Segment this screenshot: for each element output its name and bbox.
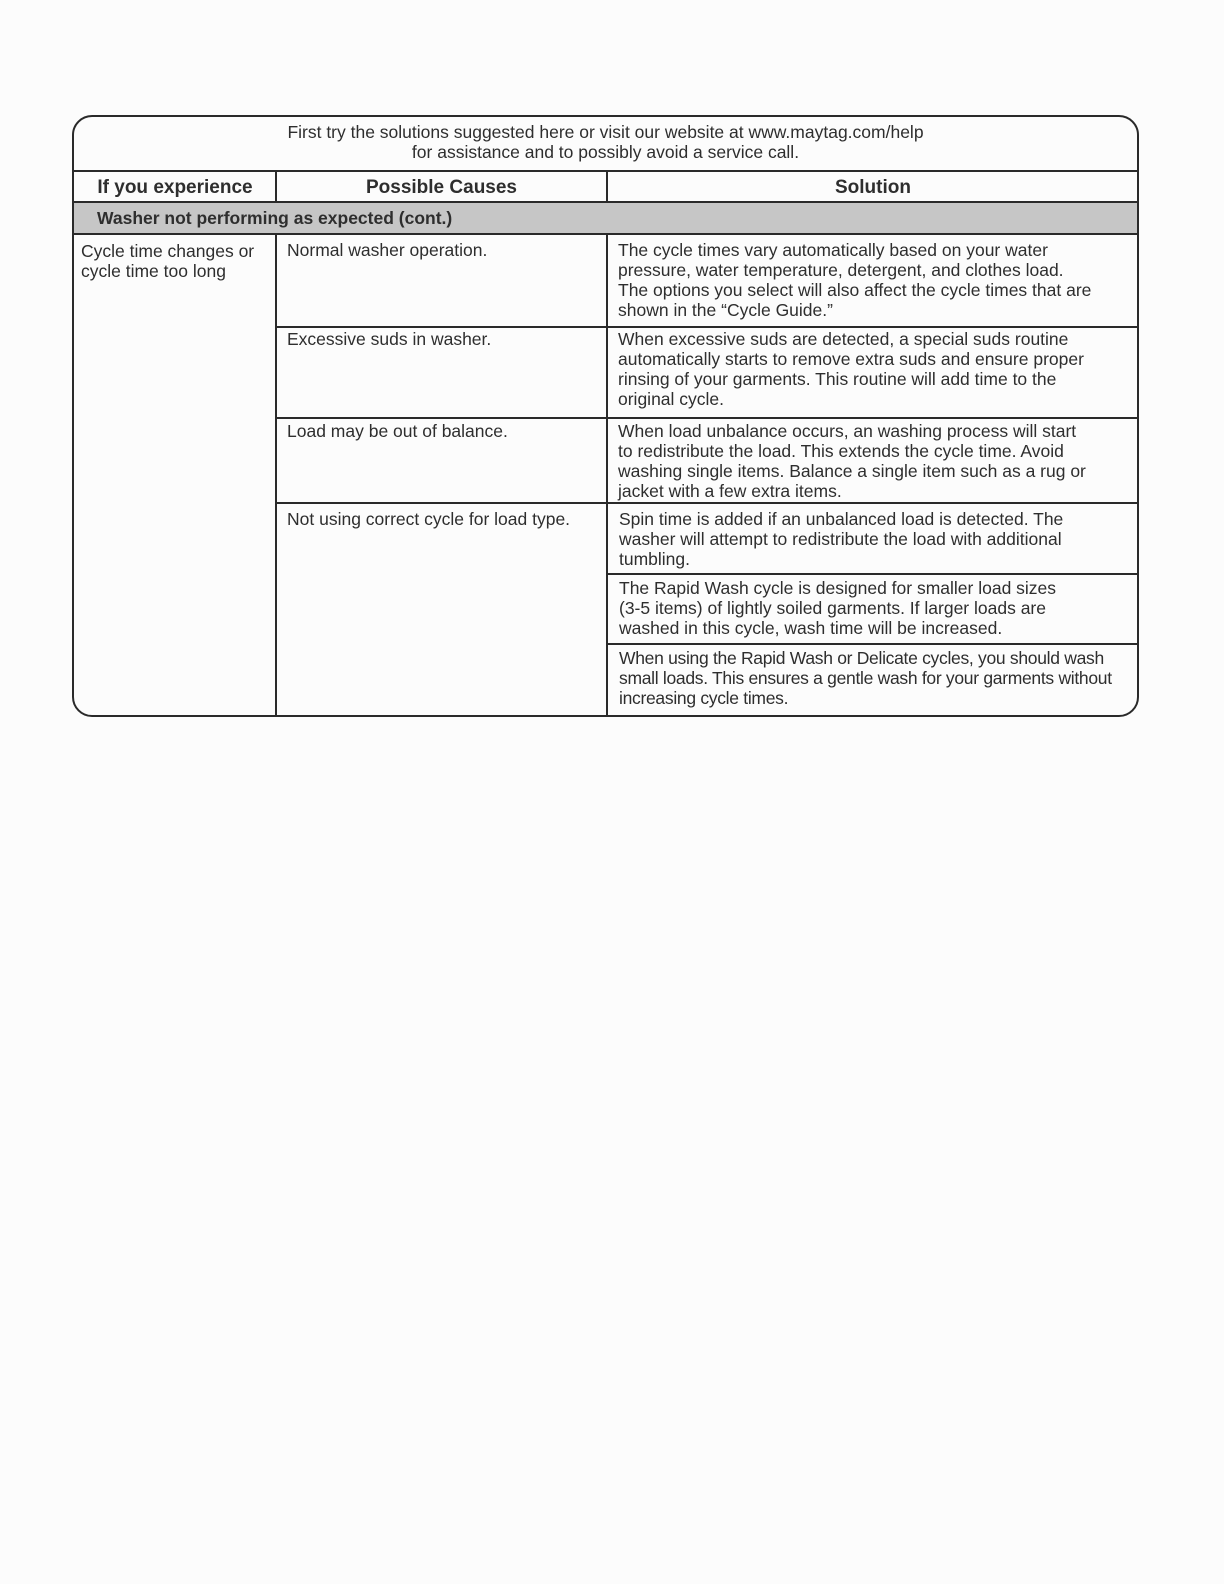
header-divider [275, 172, 277, 203]
solution-line: washing single items. Balance a single item such as a rug or [618, 461, 1086, 481]
solution-cell [618, 240, 1133, 320]
problem-line-1: Cycle time changes or [81, 241, 255, 261]
solution-cell [619, 578, 1134, 638]
solution-line: jacket with a few extra items. [618, 481, 842, 501]
solution-line: rinsing of your garments. This routine will add time to the [618, 369, 1057, 389]
cause-cell: Not using correct cycle for load type. [287, 509, 571, 529]
row-divider [607, 573, 1139, 575]
solution-cell [619, 648, 1137, 708]
solution-line: Spin time is added if an unbalanced load is detected. The [619, 509, 1064, 529]
solution-line: (3-5 items) of lightly soiled garments. If larger loads are [619, 598, 1046, 618]
intro-line-2: for assistance and to possibly avoid a service call. [411, 142, 800, 162]
solution-line: The Rapid Wash cycle is designed for smaller load sizes [619, 578, 1057, 598]
solution-cell [619, 509, 1134, 569]
row-divider [276, 326, 1139, 328]
row-divider [276, 417, 1139, 419]
solution-line: The options you select will also affect the cycle times that are [618, 280, 1092, 300]
row-divider [276, 502, 1139, 504]
header-divider [606, 172, 608, 203]
solution-line: to redistribute the load. This extends the cycle time. Avoid [618, 441, 1064, 461]
header-if-you-experience: If you experience [74, 172, 276, 203]
solution-line: When excessive suds are detected, a special suds routine [618, 329, 1069, 349]
solution-line: automatically starts to remove extra suds and ensure proper [618, 349, 1084, 369]
header-possible-causes: Possible Causes [276, 172, 607, 203]
column-divider [275, 235, 277, 717]
solution-line: When load unbalance occurs, an washing process will start [618, 421, 1077, 441]
solution-line: When using the Rapid Wash or Delicate cycles, you should wash [619, 648, 1104, 668]
troubleshooting-table [72, 115, 1139, 717]
solution-line: The cycle times vary automatically based on your water [618, 240, 1048, 260]
solution-line: pressure, water temperature, detergent, and clothes load. [618, 260, 1064, 280]
solution-line: increasing cycle times. [619, 688, 789, 708]
solution-line: washer will attempt to redistribute the load with additional [619, 529, 1062, 549]
problem-line-2: cycle time too long [81, 261, 226, 281]
row-divider [607, 643, 1139, 645]
cause-cell: Excessive suds in washer. [287, 329, 492, 349]
cause-cell: Load may be out of balance. [287, 421, 508, 441]
section-title: Washer not performing as expected (cont.) [74, 203, 1137, 235]
solution-line: tumbling. [619, 549, 691, 569]
intro-note [74, 117, 1137, 172]
solution-line: shown in the “Cycle Guide.” [618, 300, 833, 320]
solution-line: small loads. This ensures a gentle wash for your garments without [619, 668, 1112, 688]
intro-line-1: First try the solutions suggested here or visit our website at www.maytag.com/help [287, 122, 924, 142]
cause-cell: Normal washer operation. [287, 240, 488, 260]
solution-line: washed in this cycle, wash time will be increased. [619, 618, 1003, 638]
solution-cell [618, 421, 1133, 501]
problem-cell [81, 241, 271, 281]
solution-line: original cycle. [618, 389, 725, 409]
solution-cell [618, 329, 1133, 409]
header-solution: Solution [607, 172, 1139, 203]
